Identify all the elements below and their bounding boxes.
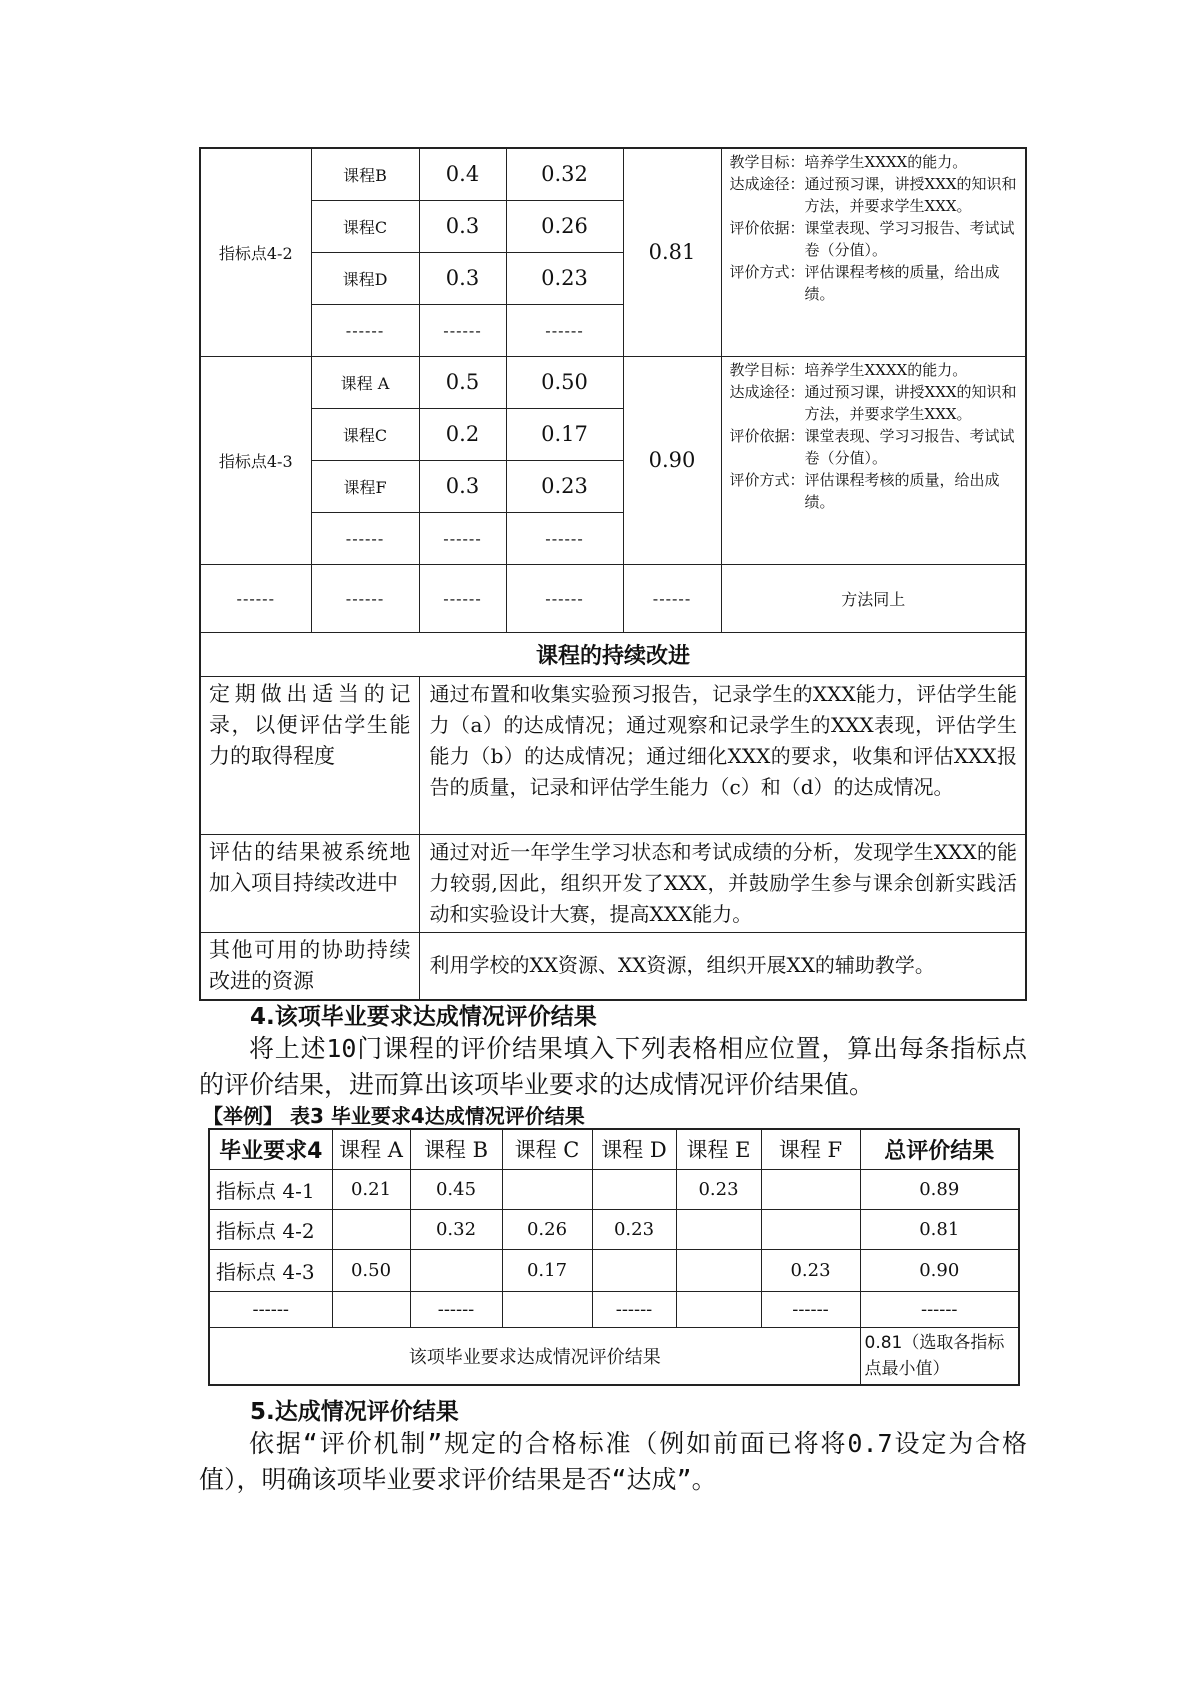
table-cell	[502, 1291, 592, 1327]
method-text: 课堂表现、学习习报告、考试试卷（分值）。	[804, 219, 1015, 259]
table-cell	[676, 1291, 761, 1327]
method-label: 评价依据：	[729, 426, 805, 445]
table-cell: 0.89	[860, 1169, 1019, 1209]
column-header: 课程 E	[676, 1129, 761, 1169]
method-label: 评价方式：	[729, 470, 805, 489]
row-label: 指标点 4-1	[209, 1169, 332, 1209]
table-row	[200, 564, 1026, 632]
course-score: 0.23	[506, 252, 623, 304]
course-weight: 0.2	[419, 408, 506, 460]
indicator-evaluation-table	[199, 147, 1027, 1001]
row-label: 指标点 4-2	[209, 1209, 332, 1249]
table-row	[200, 632, 1026, 676]
table-cell	[502, 1169, 592, 1209]
course-name: 课程C	[311, 408, 419, 460]
ellipsis-cell: ------	[311, 512, 419, 564]
table-row	[200, 356, 1026, 408]
table-row	[209, 1209, 1019, 1249]
ellipsis-cell: ------	[506, 512, 623, 564]
ellipsis-cell: ------	[592, 1291, 676, 1327]
table-cell	[676, 1209, 761, 1249]
course-weight: 0.3	[419, 460, 506, 512]
course-score: 0.26	[506, 200, 623, 252]
method-text: 通过预习课，讲授XXX的知识和方法，并要求学生XXX。	[804, 382, 1017, 423]
method-label: 教学目标：	[729, 153, 805, 171]
column-header: 总评价结果	[860, 1129, 1019, 1169]
ci-item-text: 通过对近一年学生学习状态和考试成绩的分析，发现学生XXX的能力较弱,因此，组织开发了XXX，并鼓励学生参与课余创新实践活动和实验设计大赛，提高XXX能力。	[419, 834, 1026, 932]
course-weight: 0.5	[419, 356, 506, 408]
table-cell	[592, 1249, 676, 1291]
course-score: 0.23	[506, 460, 623, 512]
evaluation-method	[721, 148, 1026, 356]
ci-item-label: 定期做出适当的记录，以便评估学生能力的取得程度	[200, 676, 419, 834]
ellipsis-cell: ------	[506, 564, 623, 632]
ci-item-text: 利用学校的XX资源、XX资源，组织开展XX的辅助教学。	[419, 932, 1026, 1000]
course-name: 课程D	[311, 252, 419, 304]
table-row	[200, 932, 1026, 1000]
column-header: 课程 F	[761, 1129, 860, 1169]
table-cell: 0.45	[410, 1169, 502, 1209]
column-header: 课程 C	[502, 1129, 592, 1169]
ellipsis-cell: ------	[311, 564, 419, 632]
column-header: 课程 B	[410, 1129, 502, 1169]
section-5-heading: 5.达成情况评价结果	[250, 1399, 459, 1425]
ellipsis-cell: ------	[200, 564, 311, 632]
ellipsis-cell: ------	[506, 304, 623, 356]
indicator-label: 指标点4-2	[200, 148, 311, 356]
table-row	[200, 834, 1026, 932]
method-text: 培养学生XXXX的能力。	[804, 360, 968, 379]
column-header: 毕业要求4	[209, 1129, 332, 1169]
method-same-as-above: 方法同上	[721, 564, 1026, 632]
section-4-paragraph: 将上述10门课程的评价结果填入下列表格相应位置，算出每条指标点的评价结果，进而算出该项毕业要求的达成情况评价结果值。	[199, 1034, 1027, 1099]
table-cell	[332, 1291, 410, 1327]
table-cell: 0.21	[332, 1169, 410, 1209]
course-score: 0.32	[506, 148, 623, 200]
evaluation-method	[721, 356, 1026, 564]
ci-item-label: 评估的结果被系统地加入项目持续改进中	[200, 834, 419, 932]
table-cell: 0.90	[860, 1249, 1019, 1291]
method-label: 教学目标：	[729, 360, 805, 379]
table-row	[209, 1291, 1019, 1327]
ellipsis-cell: ------	[209, 1291, 332, 1327]
table-cell: 0.32	[410, 1209, 502, 1249]
table-cell	[761, 1209, 860, 1249]
row-label: 指标点 4-3	[209, 1249, 332, 1291]
course-score: 0.50	[506, 356, 623, 408]
table-cell	[332, 1209, 410, 1249]
table-cell: 0.26	[502, 1209, 592, 1249]
course-weight: 0.4	[419, 148, 506, 200]
method-text: 通过预习课，讲授XXX的知识和方法，并要求学生XXX。	[804, 175, 1017, 215]
ellipsis-cell: ------	[623, 564, 721, 632]
course-name: 课程 A	[311, 356, 419, 408]
indicator-label: 指标点4-3	[200, 356, 311, 564]
section-4-heading: 4.该项毕业要求达成情况评价结果	[250, 1004, 597, 1030]
table-row	[209, 1327, 1019, 1385]
table-cell: 0.17	[502, 1249, 592, 1291]
course-weight: 0.3	[419, 252, 506, 304]
ellipsis-cell: ------	[419, 512, 506, 564]
table-cell	[761, 1169, 860, 1209]
table-row	[209, 1249, 1019, 1291]
table-cell: 0.23	[761, 1249, 860, 1291]
method-text: 评估课程考核的质量，给出成绩。	[804, 470, 1000, 511]
method-text: 培养学生XXXX的能力。	[804, 153, 968, 171]
table-cell: 0.50	[332, 1249, 410, 1291]
ellipsis-cell: ------	[311, 304, 419, 356]
course-name: 课程F	[311, 460, 419, 512]
continuous-improvement-title: 课程的持续改进	[200, 632, 1026, 676]
ellipsis-cell: ------	[860, 1291, 1019, 1327]
column-header: 课程 A	[332, 1129, 410, 1169]
column-header: 课程 D	[592, 1129, 676, 1169]
ellipsis-cell: ------	[410, 1291, 502, 1327]
method-label: 评价方式：	[729, 263, 805, 281]
method-text: 课堂表现、学习习报告、考试试卷（分值）。	[804, 426, 1015, 467]
ci-item-label: 其他可用的协助持续改进的资源	[200, 932, 419, 1000]
course-score: 0.17	[506, 408, 623, 460]
table-row	[209, 1169, 1019, 1209]
table-cell: 0.81	[860, 1209, 1019, 1249]
table-row	[200, 148, 1026, 200]
method-label: 达成途径：	[729, 382, 805, 401]
ci-item-text: 通过布置和收集实验预习报告，记录学生的XXX能力，评估学生能力（a）的达成情况；通过观察和记录学生的XXX表现，评估学生能力（b）的达成情况；通过细化XXX的要求，收集和评估XXX报告的质量，记录和评估学生能力（c）和（d）的达成情况。	[419, 676, 1026, 834]
ellipsis-cell: ------	[419, 564, 506, 632]
table-row	[200, 676, 1026, 834]
table-header-row	[209, 1129, 1019, 1169]
table-cell: 0.23	[592, 1209, 676, 1249]
ellipsis-cell: ------	[761, 1291, 860, 1327]
indicator-total: 0.90	[623, 356, 721, 564]
method-label: 达成途径：	[729, 175, 805, 193]
indicator-total: 0.81	[623, 148, 721, 356]
graduation-requirement-table	[208, 1128, 1020, 1386]
table-cell: 0.23	[676, 1169, 761, 1209]
course-name: 课程C	[311, 200, 419, 252]
table-cell	[592, 1169, 676, 1209]
method-text: 评估课程考核的质量，给出成绩。	[804, 263, 1000, 303]
section-5-paragraph: 依据“评价机制”规定的合格标准（例如前面已将将0.7设定为合格值），明确该项毕业要求评价结果是否“达成”。	[199, 1429, 1027, 1494]
table-cell	[410, 1249, 502, 1291]
ellipsis-cell: ------	[419, 304, 506, 356]
final-result-label: 该项毕业要求达成情况评价结果	[209, 1327, 860, 1385]
course-name: 课程B	[311, 148, 419, 200]
table-3-caption: 【举例】 表3 毕业要求4达成情况评价结果	[203, 1104, 585, 1128]
method-label: 评价依据：	[729, 219, 805, 237]
course-weight: 0.3	[419, 200, 506, 252]
table-cell	[676, 1249, 761, 1291]
final-result-value: 0.81（选取各指标点最小值）	[860, 1327, 1019, 1385]
